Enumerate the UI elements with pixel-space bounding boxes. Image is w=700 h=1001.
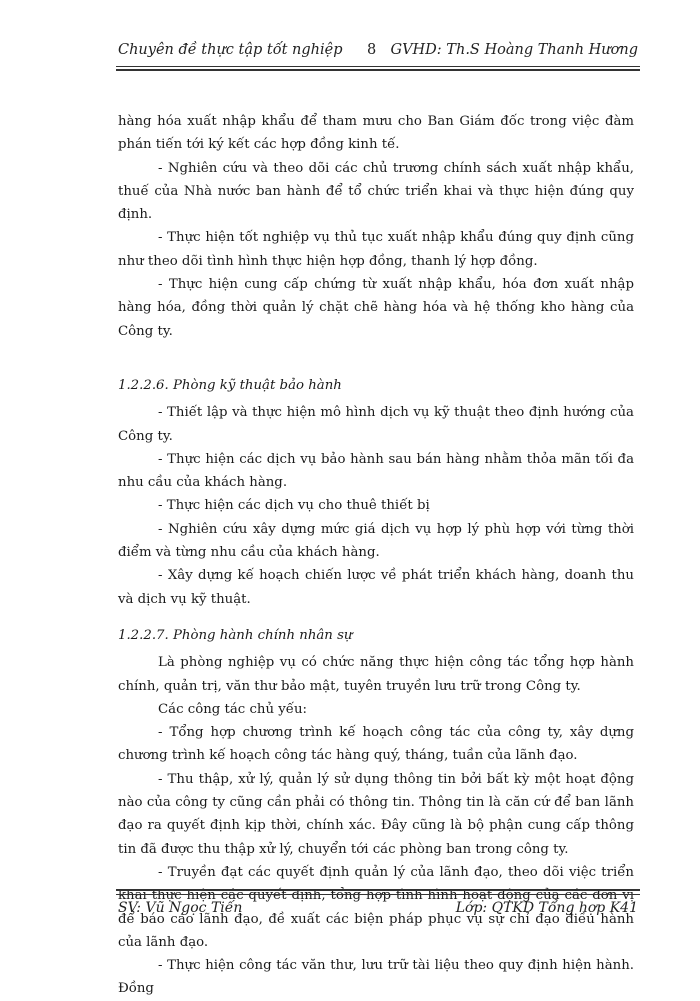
- header-title: Chuyên đề thực tập tốt nghiệp: [118, 42, 343, 58]
- header-rule-thick: [116, 69, 640, 71]
- paragraph: - Thiết lập và thực hiện mô hình dịch vụ kỹ thuật theo định hướng của Công ty.: [118, 405, 634, 444]
- header-advisor: GVHD: Th.S Hoàng Thanh Hương: [390, 42, 638, 58]
- page-header: [118, 40, 638, 64]
- paragraph: - Thực hiện tốt nghiệp vụ thủ tục xuất nhập khẩu đúng quy định cũng như theo dõi tình hình thực hiện hợp đồng, thanh lý hợp đồng.: [118, 230, 634, 269]
- paragraph: - Nghiên cứu xây dựng mức giá dịch vụ hợp lý phù hợp với từng thời điểm và từng nhu cầu của khách hàng.: [118, 521, 634, 561]
- paragraph: - Truyền đạt các quyết định quản lý của lãnh đạo, theo dõi việc triển khai thực hiện các quyết định, tổng hợp tình hình hoạt động của các đơn vị để báo cáo lãnh đạo, đề xuất các biện pháp phục vụ sự chỉ đạo điều hành của lãnh đạo.: [118, 864, 634, 950]
- footer-rule: [116, 894, 640, 895]
- page-footer: [118, 900, 638, 922]
- header-rule: [116, 66, 640, 67]
- paragraph: - Xây dựng kế hoạch chiến lược về phát triển khách hàng, doanh thu và dịch vụ kỹ thuật.: [118, 568, 634, 607]
- footer-student: SV: Vũ Ngọc Tiến: [118, 900, 243, 916]
- footer-class: Lớp: QTKD Tổng hợp K41: [455, 900, 638, 916]
- page-number: 8: [367, 42, 377, 58]
- paragraph: - Nghiên cứu và theo dõi các chủ trương chính sách xuất nhập khẩu, thuế của Nhà nước ban hành để tổ chức triển khai và thực hiện đúng quy định.: [118, 160, 634, 223]
- paragraph: - Thực hiện cung cấp chứng từ xuất nhập khẩu, hóa đơn xuất nhập hàng hóa, đồng thời quản lý chặt chẽ hàng hóa và hệ thống kho hàng của Công ty.: [118, 277, 634, 339]
- footer-rule-thick: [116, 889, 640, 891]
- paragraph: - Thực hiện các dịch vụ cho thuê thiết bị: [158, 498, 430, 514]
- paragraph: hàng hóa xuất nhập khẩu để tham mưu cho Ban Giám đốc trong việc đàm phán tiến tới ký kết các hợp đồng kinh tế.: [118, 114, 634, 153]
- paragraph: - Thực hiện các dịch vụ bảo hành sau bán hàng nhằm thỏa mãn tối đa nhu cầu của khách hàng.: [118, 451, 634, 491]
- section-heading-1227: 1.2.2.7. Phòng hành chính nhân sự: [118, 627, 353, 643]
- section-heading-1226: 1.2.2.6. Phòng kỹ thuật bảo hành: [118, 377, 342, 393]
- paragraph: - Thực hiện công tác văn thư, lưu trữ tài liệu theo quy định hiện hành. Đồng: [118, 958, 634, 997]
- paragraph: - Tổng hợp chương trình kế hoạch công tác của công ty, xây dựng chương trình kế hoạch công tác hàng quý, tháng, tuần của lãnh đạo.: [118, 725, 634, 764]
- paragraph: Các công tác chủ yếu:: [158, 701, 308, 717]
- paragraph: Là phòng nghiệp vụ có chức năng thực hiện công tác tổng hợp hành chính, quản trị, văn thư bảo mật, tuyên truyền lưu trữ trong Công ty.: [118, 655, 634, 694]
- page-body: [118, 110, 634, 1001]
- paragraph: - Thu thập, xử lý, quản lý sử dụng thông tin bởi bất kỳ một hoạt động nào của công ty cũng cần phải có thông tin. Thông tin là căn cứ để ban lãnh đạo ra quyết định kịp thời, chính xác. Đây cũng là bộ phận cung cấp thông tin đã được thu thập xử lý, chuyển tới các phòng ban trong công ty.: [118, 771, 634, 857]
